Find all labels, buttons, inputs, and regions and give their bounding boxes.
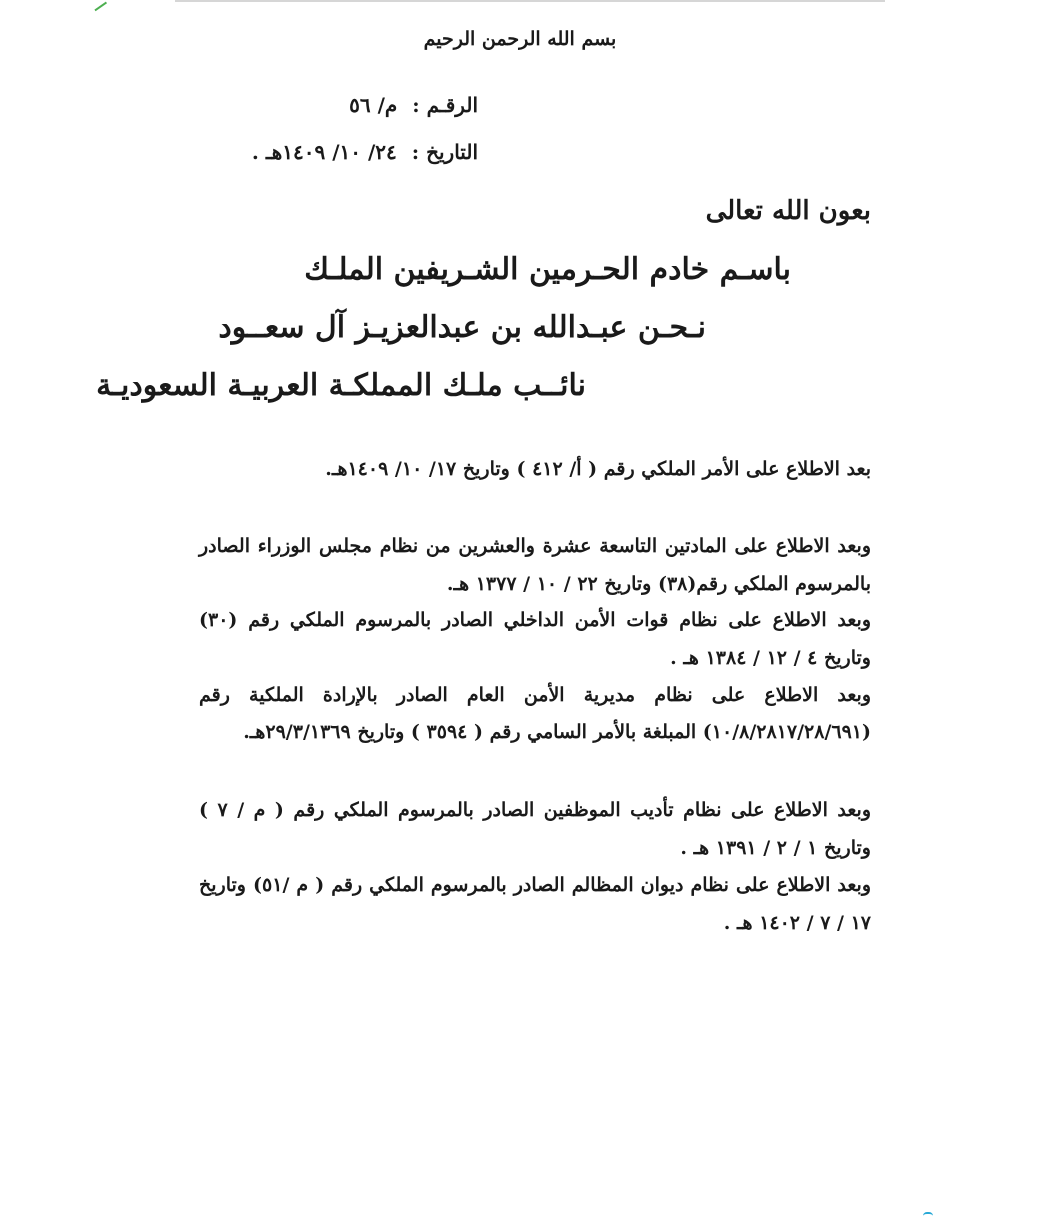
preamble-paragraph-1: بعد الاطلاع على الأمر الملكي رقم ( أ/ ٤١٢ ) وتاريخ ١٧/ ١٠/ ١٤٠٩هـ. [325,458,871,480]
preamble-paragraph-2: وبعد الاطلاع على المادتين التاسعة عشرة والعشرين من نظام مجلس الوزراء الصادر بالمرسوم الملكي رقم(٣٨) وتاريخ ٢٢ / ١٠ / ١٣٧٧ هـ. [199,535,871,595]
preamble-paragraph-3: وبعد الاطلاع على نظام قوات الأمن الداخلي الصادر بالمرسوم الملكي رقم (٣٠) وتاريخ ٤ / ١٢ / ١٣٨٤ هـ . [199,609,871,669]
preamble-paragraph-4: وبعد الاطلاع على نظام مديرية الأمن العام الصادر بالإرادة الملكية رقم (١٠/٨/٢٨١٧/٢٨/٦٩١) المبلغة بالأمر السامي رقم ( ٣٥٩٤ ) وتاريخ ٢٩/٣/١٣٦٩هـ. [199,684,871,743]
reference-date [252,140,478,164]
reference-date-value: ٢٤/ ١٠/ ١٤٠٩هـ . [251,140,397,164]
corner-scan-mark [91,0,107,11]
heading-with-gods-help: بعون الله تعالى [705,196,871,226]
reference-number-value: م/ ٥٦ [349,93,398,117]
preamble-paragraph-6: وبعد الاطلاع على نظام ديوان المظالم الصادر بالمرسوم الملكي رقم ( م /٥١) وتاريخ ١٧ / ٧ / ١٤٠٢ هـ . [199,874,871,934]
basmala: بسم الله الرحمن الرحيم [423,28,617,50]
heading-issuer-title: نائــب ملـك المملكـة العربيـة السعوديـة [96,368,586,403]
reference-number [349,93,478,117]
preamble-paragraph-5: وبعد الاطلاع على نظام تأديب الموظفين الصادر بالمرسوم الملكي رقم ( م / ٧ ) وتاريخ ١ / ٢ / ١٣٩١ هـ . [199,799,871,859]
bottom-scan-mark [923,1212,933,1220]
reference-number-label: الرقـم : [412,93,478,117]
reference-date-label: التاريخ : [411,140,478,164]
heading-custodian: باسـم خادم الحـرمين الشـريفين الملـك [304,252,791,287]
heading-issuer-name: نـحـن عبـدالله بن عبدالعزيـز آل سعــود [218,310,706,345]
scan-top-edge [175,0,885,2]
